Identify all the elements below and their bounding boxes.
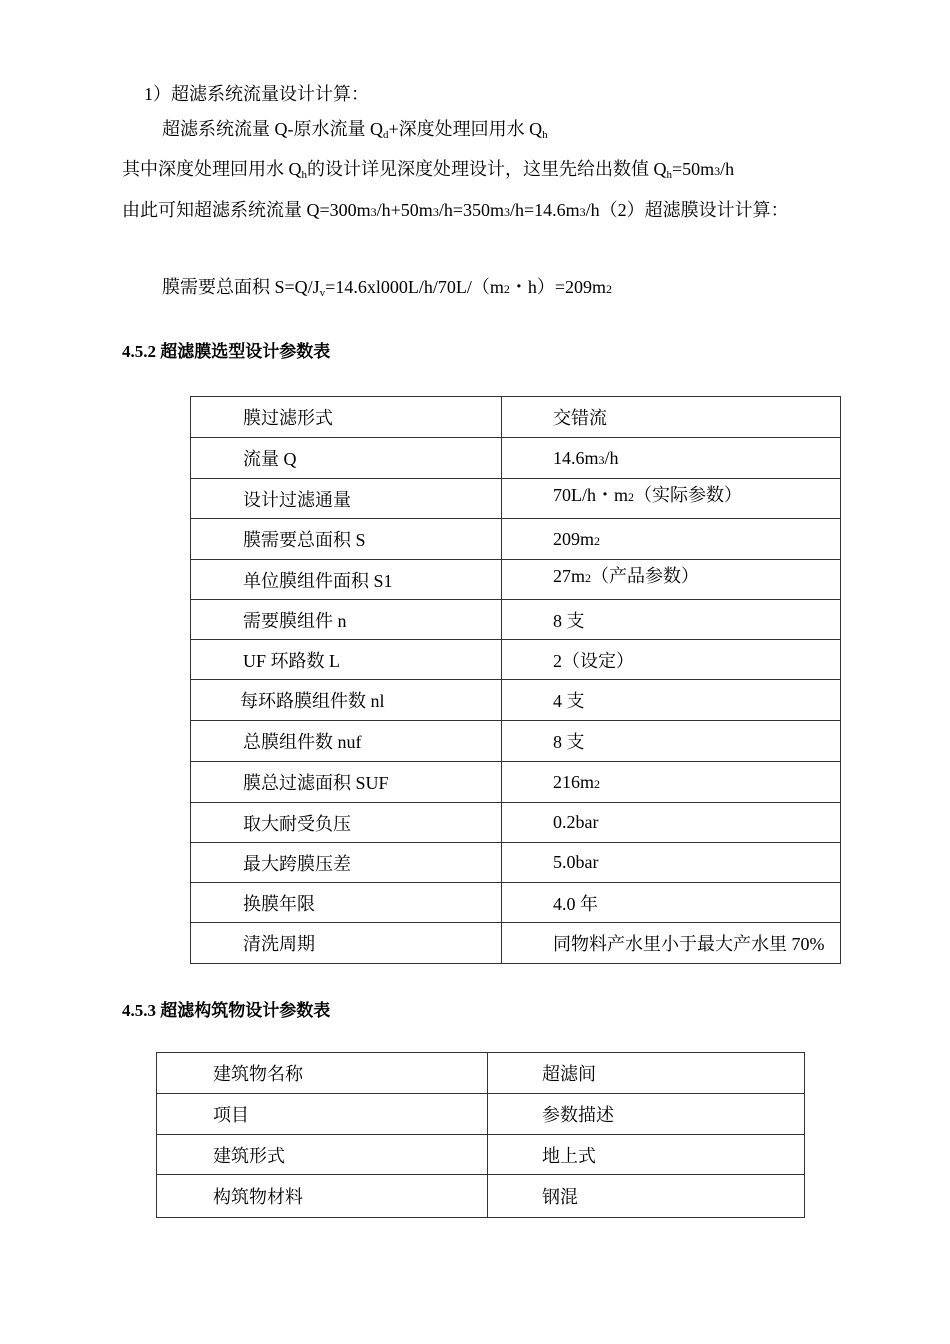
table-row: [191, 762, 841, 803]
param-name: 膜需要总面积 S: [191, 519, 502, 560]
table-row: [191, 680, 841, 721]
param-value: 交错流: [502, 397, 841, 438]
param-value: 地上式: [488, 1135, 805, 1175]
param-name: 总膜组件数 nuf: [191, 721, 502, 762]
param-value: 超滤间: [488, 1053, 805, 1094]
table-row: [191, 438, 841, 479]
param-value: 14.6m3/h: [502, 438, 841, 479]
table-row: [191, 883, 841, 923]
param-name: 清洗周期: [191, 923, 502, 964]
section-453-title: 4.5.3 超滤构筑物设计参数表: [122, 1001, 331, 1020]
param-value: 8 支: [502, 600, 841, 640]
table-row: [157, 1053, 805, 1094]
table-row: [191, 721, 841, 762]
table-row: [191, 640, 841, 680]
building-parameter-table: [156, 1052, 805, 1218]
param-value: 4 支: [502, 680, 841, 721]
table-row: [191, 843, 841, 883]
param-value: 4.0 年: [502, 883, 841, 923]
table-row: [191, 519, 841, 560]
param-name: 设计过滤通量: [191, 479, 502, 519]
param-name: 建筑物名称: [157, 1053, 488, 1094]
membrane-area-formula: 膜需要总面积 $S=Q/J_v=14.6xl000L/h/70L/(m2$・h）=209m2: [162, 277, 612, 299]
param-value: 70L/h・m2（实际参数）: [502, 479, 841, 519]
param-name: 每环路膜组件数 nl: [191, 680, 502, 721]
section-452-title: 4.5.2 超滤膜选型设计参数表: [122, 342, 331, 361]
table-row: [191, 803, 841, 843]
param-value: 0.2bar: [502, 803, 841, 843]
param-name: 流量 Q: [191, 438, 502, 479]
param-value: 216m2: [502, 762, 841, 803]
param-value: 同物料产水里小于最大产水里 70%: [502, 923, 841, 964]
param-value: 8 支: [502, 721, 841, 762]
reuse-water-line: 其中深度处理回用水 $Q_h$的设计详见深度处理设计，这里先给出数值 $Q_h=50m3/h$: [122, 159, 735, 181]
param-name: 单位膜组件面积 S1: [191, 560, 502, 600]
table-row: [191, 560, 841, 600]
table-row: [157, 1175, 805, 1218]
membrane-parameter-table: [190, 396, 841, 964]
formula-system-flow: 超滤系统流量 Q-原水流量 $Q_d+$深度处理回用水 $Q_h$: [162, 119, 548, 141]
system-flow-result-line: 由此可知超滤系统流量 Q=300m3/h+50m3/h=350m3/h=14.6m3/h（2）超滤膜设计计算：: [122, 200, 789, 220]
param-name: 最大跨膜压差: [191, 843, 502, 883]
table-row: [191, 600, 841, 640]
param-value: 209m2: [502, 519, 841, 560]
param-value: 钢混: [488, 1175, 805, 1218]
table-row: [157, 1135, 805, 1175]
param-value: 参数描述: [488, 1094, 805, 1135]
calc-heading: 1）超滤系统流量设计计算：: [144, 84, 369, 104]
table-row: [191, 923, 841, 964]
param-name: UF 环路数 L: [191, 640, 502, 680]
table-row: [191, 397, 841, 438]
param-name: 膜总过滤面积 SUF: [191, 762, 502, 803]
param-name: 换膜年限: [191, 883, 502, 923]
param-value: 2（设定）: [502, 640, 841, 680]
param-name: 取大耐受负压: [191, 803, 502, 843]
param-name: 需要膜组件 n: [191, 600, 502, 640]
param-name: 建筑形式: [157, 1135, 488, 1175]
param-value: 27m2（产品参数）: [502, 560, 841, 600]
table-row: [191, 479, 841, 519]
table-row: [157, 1094, 805, 1135]
param-value: 5.0bar: [502, 843, 841, 883]
param-name: 构筑物材料: [157, 1175, 488, 1218]
param-name: 项目: [157, 1094, 488, 1135]
param-name: 膜过滤形式: [191, 397, 502, 438]
